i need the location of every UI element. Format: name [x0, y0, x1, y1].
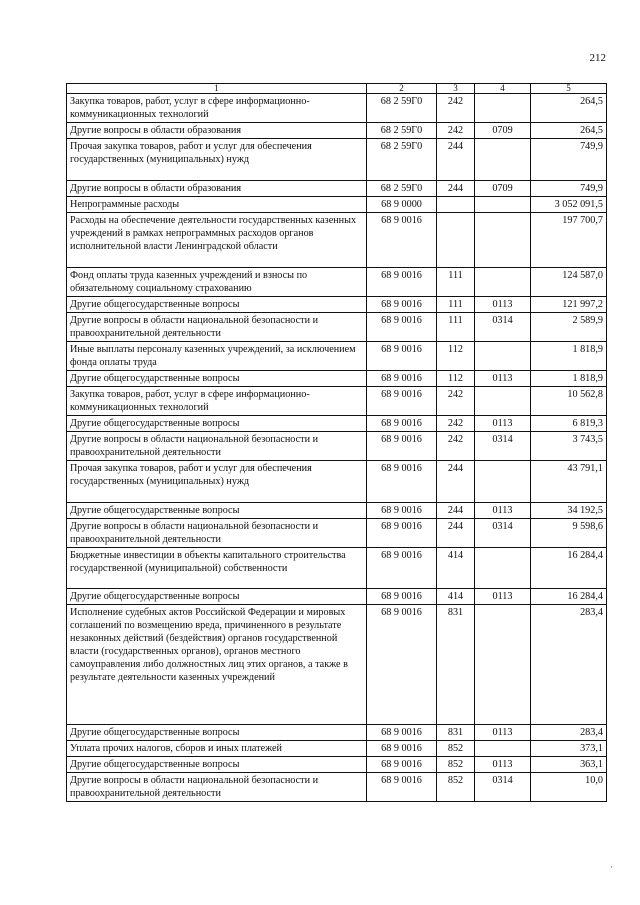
section-code-cell: 0709 — [475, 181, 531, 197]
section-code-cell — [475, 94, 531, 123]
amount-cell: 1 818,9 — [531, 342, 607, 371]
amount-cell: 749,9 — [531, 181, 607, 197]
expense-type-cell: 242 — [437, 94, 475, 123]
target-code-cell: 68 9 0016 — [367, 387, 437, 416]
expense-name-cell: Другие вопросы в области образования — [67, 181, 367, 197]
expense-type-cell: 244 — [437, 181, 475, 197]
expense-name-cell: Закупка товаров, работ, услуг в сфере информационно-коммуникационных технологий — [67, 94, 367, 123]
amount-cell: 283,4 — [531, 605, 607, 725]
header-col-2: 2 — [367, 84, 437, 94]
amount-cell: 264,5 — [531, 123, 607, 139]
amount-cell: 124 587,0 — [531, 268, 607, 297]
amount-cell: 2 589,9 — [531, 313, 607, 342]
expense-type-cell: 242 — [437, 387, 475, 416]
table-row — [67, 416, 607, 432]
expense-name-cell: Иные выплаты персоналу казенных учреждений, за исключением фонда оплаты труда — [67, 342, 367, 371]
expense-name-cell: Другие общегосударственные вопросы — [67, 589, 367, 605]
expense-type-cell: 111 — [437, 268, 475, 297]
table-row — [67, 387, 607, 416]
target-code-cell: 68 2 59Г0 — [367, 139, 437, 181]
target-code-cell: 68 9 0016 — [367, 313, 437, 342]
expense-type-cell: 244 — [437, 519, 475, 548]
amount-cell: 121 997,2 — [531, 297, 607, 313]
table-row — [67, 123, 607, 139]
expense-name-cell: Другие общегосударственные вопросы — [67, 416, 367, 432]
target-code-cell: 68 9 0016 — [367, 725, 437, 741]
expense-name-cell: Другие вопросы в области национальной безопасности и правоохранительной деятельности — [67, 519, 367, 548]
section-code-cell — [475, 342, 531, 371]
expense-name-cell: Прочая закупка товаров, работ и услуг для обеспечения государственных (муниципальных) нужд — [67, 139, 367, 181]
header-col-4: 4 — [475, 84, 531, 94]
table-row — [67, 503, 607, 519]
table-row — [67, 371, 607, 387]
table-row — [67, 725, 607, 741]
amount-cell: 10 562,8 — [531, 387, 607, 416]
target-code-cell: 68 2 59Г0 — [367, 94, 437, 123]
section-code-cell: 0113 — [475, 757, 531, 773]
section-code-cell — [475, 548, 531, 589]
target-code-cell: 68 9 0016 — [367, 297, 437, 313]
expense-name-cell: Другие общегосударственные вопросы — [67, 725, 367, 741]
target-code-cell: 68 9 0016 — [367, 773, 437, 802]
expense-name-cell: Другие вопросы в области образования — [67, 123, 367, 139]
section-code-cell: 0314 — [475, 773, 531, 802]
amount-cell: 34 192,5 — [531, 503, 607, 519]
target-code-cell: 68 9 0016 — [367, 461, 437, 503]
expense-type-cell: 414 — [437, 589, 475, 605]
table-row — [67, 313, 607, 342]
expense-name-cell: Закупка товаров, работ, услуг в сфере информационно-коммуникационных технологий — [67, 387, 367, 416]
target-code-cell: 68 9 0016 — [367, 503, 437, 519]
section-code-cell — [475, 605, 531, 725]
target-code-cell: 68 9 0000 — [367, 197, 437, 213]
expense-type-cell: 112 — [437, 342, 475, 371]
amount-cell: 197 700,7 — [531, 213, 607, 268]
amount-cell: 373,1 — [531, 741, 607, 757]
amount-cell: 10,0 — [531, 773, 607, 802]
header-col-1: 1 — [67, 84, 367, 94]
expense-type-cell: 112 — [437, 371, 475, 387]
amount-cell: 16 284,4 — [531, 589, 607, 605]
section-code-cell: 0113 — [475, 503, 531, 519]
target-code-cell: 68 9 0016 — [367, 519, 437, 548]
expense-name-cell: Бюджетные инвестиции в объекты капитального строительства государственной (муниципальной) собственности — [67, 548, 367, 589]
expense-name-cell: Другие вопросы в области национальной безопасности и правоохранительной деятельности — [67, 432, 367, 461]
table-row — [67, 213, 607, 268]
table-row — [67, 589, 607, 605]
amount-cell: 1 818,9 — [531, 371, 607, 387]
table-row — [67, 773, 607, 802]
header-col-5: 5 — [531, 84, 607, 94]
section-code-cell: 0314 — [475, 313, 531, 342]
expense-type-cell: 244 — [437, 461, 475, 503]
page-number: 212 — [589, 52, 606, 64]
expense-type-cell — [437, 213, 475, 268]
expense-type-cell: 852 — [437, 757, 475, 773]
section-code-cell: 0113 — [475, 725, 531, 741]
section-code-cell — [475, 461, 531, 503]
amount-cell: 6 819,3 — [531, 416, 607, 432]
section-code-cell — [475, 268, 531, 297]
table-row — [67, 297, 607, 313]
target-code-cell: 68 9 0016 — [367, 757, 437, 773]
target-code-cell: 68 9 0016 — [367, 268, 437, 297]
table-row — [67, 197, 607, 213]
expense-name-cell: Уплата прочих налогов, сборов и иных платежей — [67, 741, 367, 757]
table-row — [67, 605, 607, 725]
scan-mark: · — [610, 862, 613, 872]
target-code-cell: 68 9 0016 — [367, 416, 437, 432]
expense-type-cell — [437, 197, 475, 213]
table-row — [67, 757, 607, 773]
table-row — [67, 268, 607, 297]
expense-name-cell: Другие вопросы в области национальной безопасности и правоохранительной деятельности — [67, 313, 367, 342]
section-code-cell: 0113 — [475, 589, 531, 605]
target-code-cell: 68 9 0016 — [367, 342, 437, 371]
expense-type-cell: 831 — [437, 605, 475, 725]
amount-cell: 749,9 — [531, 139, 607, 181]
amount-cell: 283,4 — [531, 725, 607, 741]
target-code-cell: 68 9 0016 — [367, 548, 437, 589]
expense-name-cell: Другие общегосударственные вопросы — [67, 297, 367, 313]
target-code-cell: 68 9 0016 — [367, 432, 437, 461]
expense-type-cell: 852 — [437, 773, 475, 802]
section-code-cell — [475, 741, 531, 757]
expense-type-cell: 244 — [437, 503, 475, 519]
table-row — [67, 181, 607, 197]
section-code-cell — [475, 139, 531, 181]
header-col-3: 3 — [437, 84, 475, 94]
table-row — [67, 548, 607, 589]
expense-name-cell: Другие вопросы в области национальной безопасности и правоохранительной деятельности — [67, 773, 367, 802]
target-code-cell: 68 2 59Г0 — [367, 181, 437, 197]
target-code-cell: 68 9 0016 — [367, 605, 437, 725]
section-code-cell: 0314 — [475, 432, 531, 461]
section-code-cell — [475, 197, 531, 213]
section-code-cell — [475, 387, 531, 416]
expense-type-cell: 111 — [437, 313, 475, 342]
expense-name-cell: Другие общегосударственные вопросы — [67, 371, 367, 387]
section-code-cell — [475, 213, 531, 268]
target-code-cell: 68 9 0016 — [367, 741, 437, 757]
amount-cell: 264,5 — [531, 94, 607, 123]
section-code-cell: 0314 — [475, 519, 531, 548]
table-row — [67, 519, 607, 548]
target-code-cell: 68 9 0016 — [367, 213, 437, 268]
expense-type-cell: 852 — [437, 741, 475, 757]
amount-cell: 3 743,5 — [531, 432, 607, 461]
table-row — [67, 94, 607, 123]
expense-type-cell: 242 — [437, 416, 475, 432]
expense-name-cell: Другие общегосударственные вопросы — [67, 503, 367, 519]
table-row — [67, 139, 607, 181]
amount-cell: 363,1 — [531, 757, 607, 773]
table-row — [67, 461, 607, 503]
expense-name-cell: Другие общегосударственные вопросы — [67, 757, 367, 773]
amount-cell: 16 284,4 — [531, 548, 607, 589]
expense-type-cell: 242 — [437, 432, 475, 461]
budget-table — [66, 83, 607, 802]
expense-name-cell: Прочая закупка товаров, работ и услуг для обеспечения государственных (муниципальных) нужд — [67, 461, 367, 503]
table-header-row — [67, 84, 607, 94]
amount-cell: 3 052 091,5 — [531, 197, 607, 213]
expense-name-cell: Исполнение судебных актов Российской Федерации и мировых соглашений по возмещению вреда, причиненного в результате незаконных действий (бездействия) органов государственной власти (государственных органов), органов местного самоуправления либо должностных лиц этих органов, а также в результате деятельности казенных учреждений — [67, 605, 367, 725]
table-row — [67, 342, 607, 371]
section-code-cell: 0709 — [475, 123, 531, 139]
table-row — [67, 432, 607, 461]
expense-type-cell: 831 — [437, 725, 475, 741]
amount-cell: 9 598,6 — [531, 519, 607, 548]
target-code-cell: 68 9 0016 — [367, 589, 437, 605]
expense-type-cell: 244 — [437, 139, 475, 181]
expense-name-cell: Расходы на обеспечение деятельности государственных казенных учреждений в рамках непрограммных расходов органов исполнительной власти Ленинградской области — [67, 213, 367, 268]
expense-type-cell: 414 — [437, 548, 475, 589]
target-code-cell: 68 2 59Г0 — [367, 123, 437, 139]
expense-name-cell: Непрограммные расходы — [67, 197, 367, 213]
section-code-cell: 0113 — [475, 297, 531, 313]
expense-name-cell: Фонд оплаты труда казенных учреждений и взносы по обязательному социальному страхованию — [67, 268, 367, 297]
amount-cell: 43 791,1 — [531, 461, 607, 503]
expense-type-cell: 111 — [437, 297, 475, 313]
target-code-cell: 68 9 0016 — [367, 371, 437, 387]
expense-type-cell: 242 — [437, 123, 475, 139]
section-code-cell: 0113 — [475, 416, 531, 432]
section-code-cell: 0113 — [475, 371, 531, 387]
table-row — [67, 741, 607, 757]
